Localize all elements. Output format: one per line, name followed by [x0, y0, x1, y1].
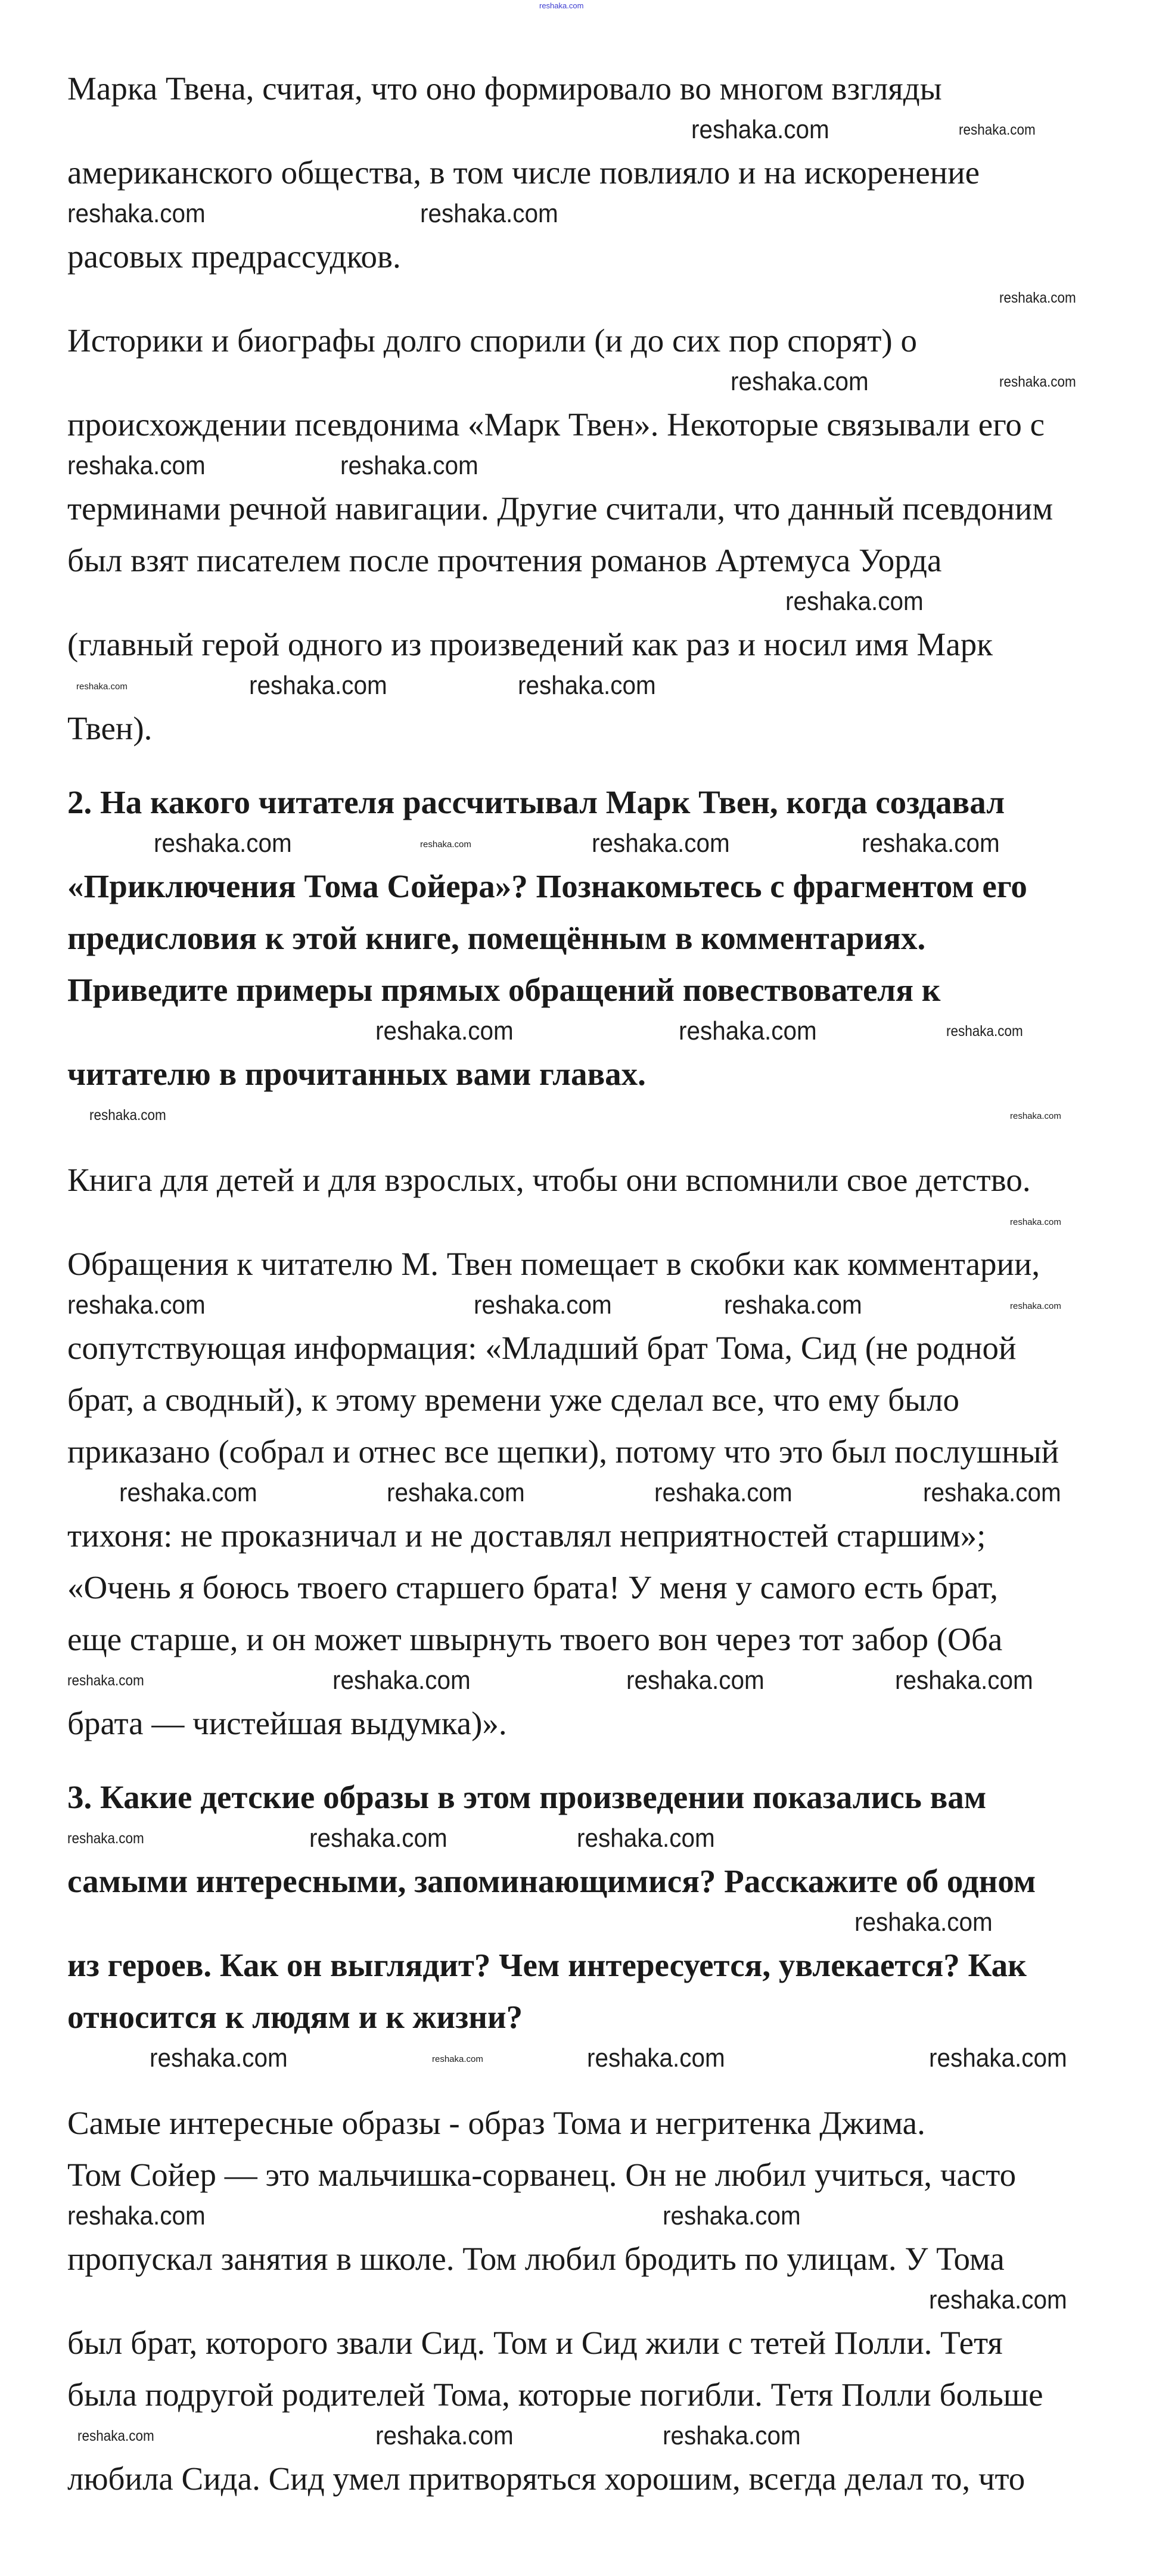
- watermark: reshaka.com: [67, 451, 206, 480]
- watermark-row: [67, 828, 1128, 860]
- watermark: reshaka.com: [999, 374, 1076, 390]
- question-paragraph: [67, 1771, 1128, 2043]
- watermark: reshaka.com: [577, 1824, 715, 1853]
- watermark: reshaka.com: [1010, 1111, 1061, 1121]
- watermark: reshaka.com: [474, 1290, 612, 1320]
- watermark: reshaka.com: [332, 1666, 471, 1695]
- document-body: [67, 0, 1128, 2576]
- watermark: reshaka.com: [77, 2428, 154, 2444]
- watermark: reshaka.com: [154, 829, 292, 858]
- watermark: reshaka.com: [340, 451, 478, 480]
- text-line: самыми интересными, запоминающимися? Расскажите об одном: [67, 1863, 1036, 1899]
- watermark: reshaka.com: [67, 1830, 144, 1847]
- text-line: терминами речной навигации. Другие считали, что данный псевдоним: [67, 490, 1053, 527]
- watermark-row: [67, 1206, 1128, 1238]
- watermark: reshaka.com: [959, 122, 1036, 138]
- watermark: reshaka.com: [67, 2201, 206, 2230]
- text-paragraph: [67, 63, 1128, 282]
- watermark: reshaka.com: [518, 671, 656, 700]
- watermark-row: [67, 366, 1128, 399]
- watermark: reshaka.com: [929, 2285, 1067, 2314]
- watermark: reshaka.com: [587, 2043, 725, 2073]
- watermark-row: [67, 1665, 1128, 1697]
- text-line: Книга для детей и для взрослых, чтобы они вспомнили свое детство.: [67, 1162, 1031, 1198]
- watermark-row: [67, 1100, 1128, 1132]
- watermark: reshaka.com: [862, 829, 1000, 858]
- text-line: американского общества, в том числе повлияло и на искоренение: [67, 154, 980, 191]
- watermark: reshaka.com: [67, 199, 206, 228]
- text-line: «Очень я боюсь твоего старшего брата! У меня у самого есть брат,: [67, 1569, 999, 1606]
- watermark-row: [67, 450, 1128, 483]
- text-line: был брат, которого звали Сид. Том и Сид жили с тетей Полли. Тетя: [67, 2325, 1003, 2361]
- answer-paragraph: [67, 2097, 1128, 2505]
- text-line: 3. Какие детские образы в этом произведении показались вам: [67, 1779, 987, 1815]
- question-paragraph: [67, 776, 1128, 1100]
- text-line: Твен).: [67, 710, 153, 746]
- watermark: reshaka.com: [923, 1478, 1061, 1507]
- watermark: reshaka.com: [432, 2054, 483, 2064]
- watermark: reshaka.com: [150, 2043, 288, 2073]
- text-line: относится к людям и к жизни?: [67, 1999, 523, 2035]
- text-line: брата — чистейшая выдумка)».: [67, 1705, 507, 1741]
- text-line: Историки и биографы долго спорили (и до сих пор спорят) о: [67, 322, 917, 359]
- watermark: reshaka.com: [119, 1478, 257, 1507]
- watermark: reshaka.com: [929, 2043, 1067, 2073]
- text-line: расовых предрассудков.: [67, 238, 401, 275]
- watermark-row: [67, 2201, 1128, 2233]
- watermark: reshaka.com: [731, 367, 869, 396]
- watermark: reshaka.com: [999, 290, 1076, 306]
- watermark-row: [67, 670, 1128, 702]
- text-line: была подругой родителей Тома, которые погибли. Тетя Полли больше: [67, 2376, 1043, 2413]
- answer-paragraph: [67, 1154, 1128, 1749]
- watermark-row: [67, 282, 1128, 315]
- watermark: reshaka.com: [375, 2421, 514, 2450]
- watermark-row: [67, 2043, 1128, 2075]
- text-line: предисловия к этой книге, помещённым в комментариях.: [67, 920, 926, 956]
- watermark: reshaka.com: [1010, 1301, 1061, 1311]
- top-watermark: reshaka.com: [539, 1, 584, 10]
- text-line: Приведите примеры прямых обращений повествователя к: [67, 972, 941, 1008]
- watermark: reshaka.com: [1010, 1217, 1061, 1227]
- watermark-row: [67, 1907, 1128, 1939]
- text-line: пропускал занятия в школе. Том любил бродить по улицам. У Тома: [67, 2241, 1005, 2277]
- watermark: reshaka.com: [89, 1107, 166, 1124]
- watermark: reshaka.com: [854, 1908, 993, 1937]
- watermark-row: [67, 114, 1128, 147]
- text-line: любила Сида. Сид умел притворяться хорошим, всегда делал то, что: [67, 2460, 1025, 2497]
- text-line: 2. На какого читателя рассчитывал Марк Твен, когда создавал: [67, 784, 1005, 820]
- watermark: reshaka.com: [895, 1666, 1033, 1695]
- text-line: Обращения к читателю М. Твен помещает в скобки как комментарии,: [67, 1246, 1040, 1282]
- watermark: reshaka.com: [691, 115, 829, 144]
- watermark: reshaka.com: [76, 682, 128, 692]
- watermark: reshaka.com: [946, 1023, 1023, 1040]
- watermark-row: [67, 2285, 1128, 2317]
- text-line: тихоня: не проказничал и не доставлял неприятностей старшим»;: [67, 1517, 986, 1554]
- watermark: reshaka.com: [626, 1666, 764, 1695]
- text-line: читателю в прочитанных вами главах.: [67, 1056, 646, 1092]
- text-paragraph: [67, 315, 1128, 754]
- text-line: был взят писателем после прочтения романов Артемуса Уорда: [67, 542, 942, 578]
- text-line: «Приключения Тома Сойера»? Познакомьтесь с фрагментом его: [67, 868, 1027, 904]
- watermark-row: [67, 1477, 1128, 1510]
- watermark: reshaka.com: [663, 2201, 801, 2230]
- text-line: (главный герой одного из произведений как раз и носил имя Марк: [67, 626, 993, 662]
- text-line: брат, а сводный), к этому времени уже сделал все, что ему было: [67, 1382, 959, 1418]
- watermark: reshaka.com: [67, 1290, 206, 1320]
- watermark-row: [67, 1823, 1128, 1855]
- watermark-row: [67, 2421, 1128, 2453]
- text-line: сопутствующая информация: «Младший брат Тома, Сид (не родной: [67, 1330, 1017, 1366]
- watermark: reshaka.com: [679, 1016, 817, 1046]
- watermark: reshaka.com: [249, 671, 387, 700]
- watermark: reshaka.com: [724, 1290, 862, 1320]
- watermark: reshaka.com: [592, 829, 730, 858]
- watermark: reshaka.com: [309, 1824, 447, 1853]
- watermark: reshaka.com: [375, 1016, 514, 1046]
- watermark-row: [67, 1290, 1128, 1322]
- watermark-row: [67, 198, 1128, 231]
- text-line: еще старше, и он может швырнуть твоего вон через тот забор (Оба: [67, 1621, 1003, 1657]
- watermark-row: [67, 1016, 1128, 1048]
- watermark: reshaka.com: [420, 839, 471, 850]
- watermark: reshaka.com: [67, 1672, 144, 1689]
- watermark: reshaka.com: [785, 587, 924, 616]
- watermark: reshaka.com: [654, 1478, 793, 1507]
- watermark-row: [67, 586, 1128, 618]
- text-line: происхождении псевдонима «Марк Твен». Некоторые связывали его с: [67, 406, 1045, 443]
- watermark: reshaka.com: [663, 2421, 801, 2450]
- watermark: reshaka.com: [387, 1478, 525, 1507]
- text-line: Самые интересные образы - образ Тома и негритенка Джима.: [67, 2105, 925, 2141]
- watermark: reshaka.com: [420, 199, 558, 228]
- text-line: Том Сойер — это мальчишка-сорванец. Он не любил учиться, часто: [67, 2157, 1017, 2193]
- text-line: из героев. Как он выглядит? Чем интересуется, увлекается? Как: [67, 1947, 1027, 1983]
- text-line: Марка Твена, считая, что оно формировало во многом взгляды: [67, 70, 942, 107]
- text-line: приказано (собрал и отнес все щепки), потому что это был послушный: [67, 1433, 1059, 1470]
